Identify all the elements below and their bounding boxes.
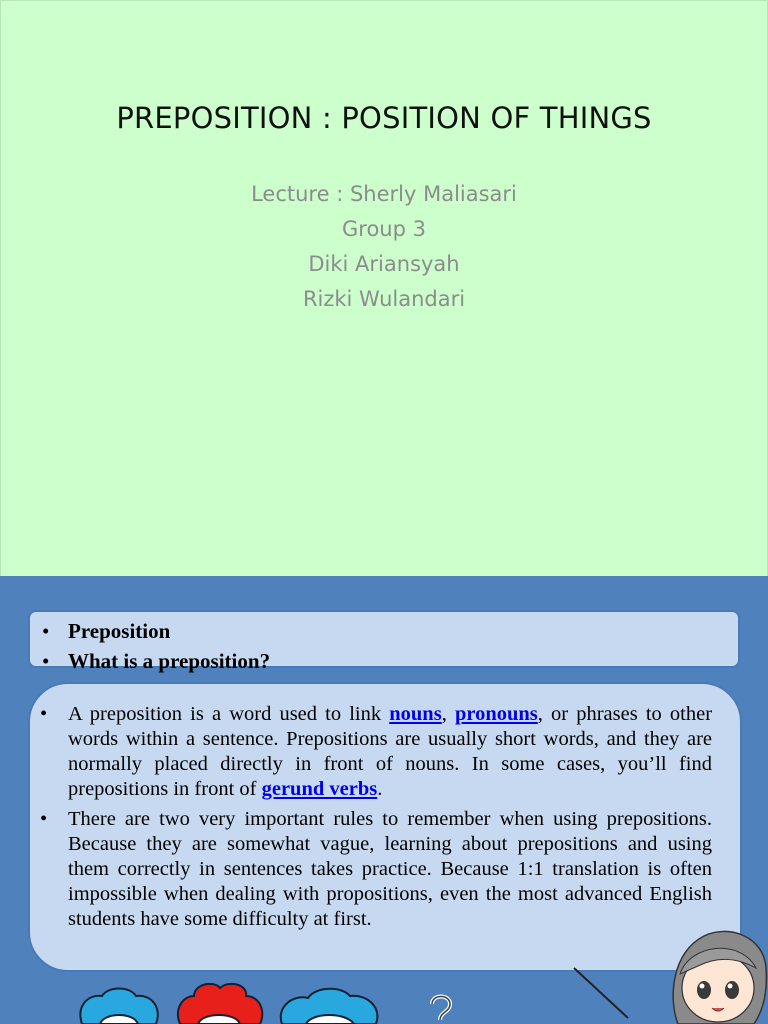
para1-text-2: , bbox=[441, 703, 455, 725]
header-bullet-preposition: • Preposition bbox=[40, 616, 728, 646]
header-bullet-list bbox=[40, 616, 728, 676]
subtitle-member-1: Diki Ariansyah bbox=[308, 252, 460, 276]
header-box bbox=[28, 610, 740, 673]
content-slide bbox=[0, 576, 768, 1024]
slide-title: PREPOSITION : POSITION OF THINGS bbox=[116, 101, 652, 135]
cartoon-student-blue-hair-icon bbox=[74, 984, 164, 1024]
header-bullet-question: • What is a preposition? bbox=[40, 646, 728, 676]
nouns-link[interactable]: nouns bbox=[389, 703, 442, 725]
para1-text-4: . bbox=[377, 778, 383, 800]
gerund-verbs-link[interactable]: gerund verbs bbox=[261, 778, 378, 800]
subtitle-member-2: Rizki Wulandari bbox=[302, 287, 466, 311]
subtitle-lecturer: Lecture : Sherly Maliasari bbox=[251, 182, 517, 206]
cartoon-student-red-hair-icon bbox=[174, 980, 266, 1024]
para1-text-3: , or phrases to other words within a sentence. Prepositions are usually short words, and they are normally placed directly in front of nouns. In some cases, you’ll find prepositions in front of bbox=[68, 703, 713, 800]
definition-paragraph bbox=[38, 702, 712, 802]
anime-teacher-with-pointer-icon bbox=[568, 928, 768, 1024]
cartoon-student-blue-hair-2-icon bbox=[276, 986, 384, 1024]
question-hook-icon bbox=[424, 990, 458, 1024]
slide-subtitle bbox=[1, 177, 767, 317]
pronouns-link[interactable]: pronouns bbox=[454, 703, 538, 725]
subtitle-group: Group 3 bbox=[342, 217, 426, 241]
para1-text-1: A preposition is a word used to link bbox=[68, 703, 390, 725]
rules-paragraph: • There are two very important rules to remember when using prepositions. Because they are somewhat vague, learning about prepositions and using them correctly in sentences takes practice. Because 1:1 translation is often impossible when dealing with propositions, even the most advanced English students have some difficulty at first. bbox=[38, 807, 712, 932]
